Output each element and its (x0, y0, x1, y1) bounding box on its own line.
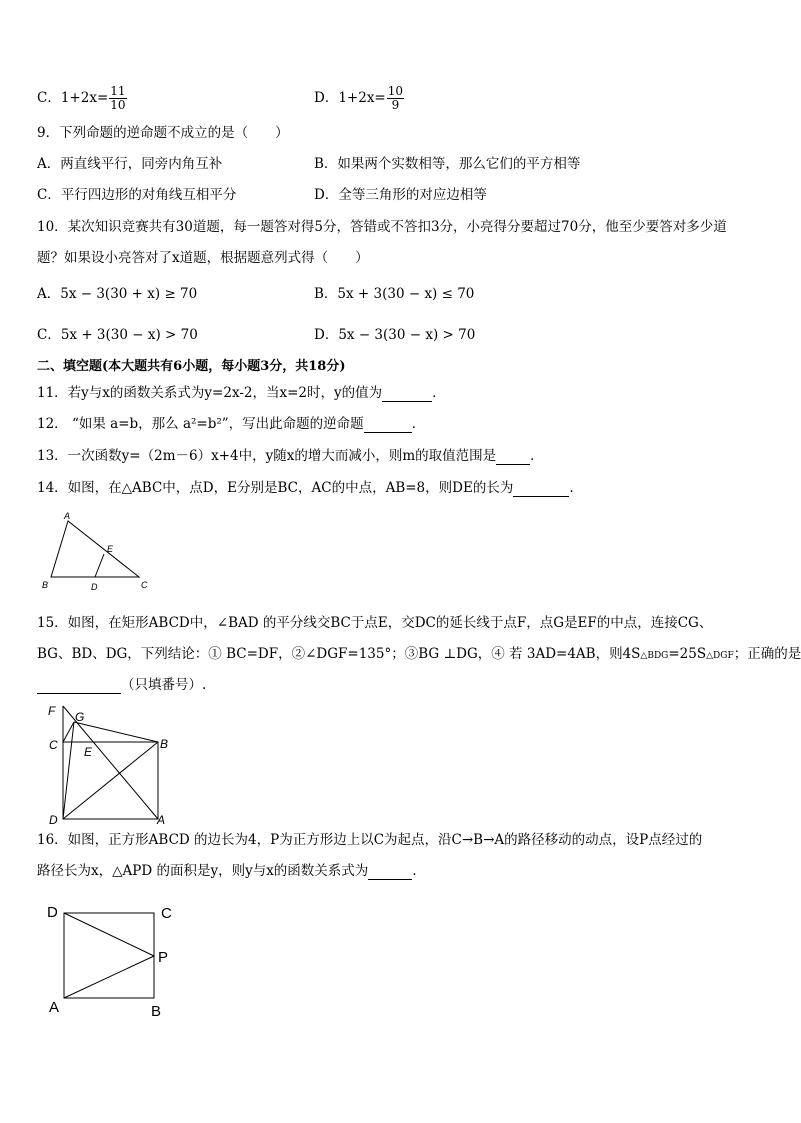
label-b: B (151, 1003, 162, 1020)
q16-end: ． (412, 863, 426, 879)
q13-text: 13．一次函数y=（2m－6）x+4中，y随x的增大而减小，则m的取值范围是 (37, 448, 497, 464)
fraction (109, 85, 126, 112)
label-e: E (84, 745, 93, 759)
q16-text: 路径长为x，△APD 的面积是y，则y与x的函数关系式为 (37, 863, 369, 879)
label-a: A (64, 511, 71, 521)
label-p: P (158, 949, 169, 966)
q12-text: 12． “如果 a=b，那么 a²=b²”，写出此命题的逆命题 (37, 416, 364, 432)
q15-line3 (37, 676, 206, 694)
section-heading: 二、填空题(本大题共有6小题，每小题3分，共18分) (37, 359, 346, 374)
label-d: D (91, 582, 98, 592)
q14 (37, 479, 574, 497)
q10-option-a: A．5x − 3(30 + x) ≥ 70 (37, 286, 198, 302)
q10-stem-line1: 10．某次知识竞赛共有30道题，每一题答对得5分，答错或不答扣3分，小亮得分要超过70分，他至少要答对多少道 (37, 219, 727, 235)
figure-square-abcd (40, 898, 190, 1028)
answer-blank[interactable] (513, 482, 569, 497)
label-d: D (47, 904, 58, 921)
label-e: E (107, 544, 114, 554)
equation-text: 1+2x= (338, 90, 386, 106)
q16-line2 (37, 862, 426, 880)
q8-option-c (37, 85, 127, 112)
answer-blank[interactable] (382, 387, 432, 402)
label-g: G (75, 710, 85, 724)
q12 (37, 415, 425, 433)
answer-blank[interactable] (37, 679, 121, 694)
q11 (37, 384, 446, 402)
q15-line1: 15．如图，在矩形ABCD中，∠BAD 的平分线交BC于点E，交DC的延长线于点F，点G是EF的中点，连接CG、 (37, 615, 713, 631)
q15-line2 (37, 645, 801, 665)
label-c: C (49, 738, 58, 752)
figure-triangle-abc (36, 510, 166, 595)
denominator: 9 (391, 98, 400, 112)
equation-text: 1+2x= (60, 90, 109, 106)
label-c: C (141, 580, 148, 590)
label-b: B (160, 737, 169, 751)
q9-stem: 9．下列命题的逆命题不成立的是（ ） (37, 125, 289, 141)
q15-text: ；正确的是 (733, 646, 801, 662)
q13-end: ． (530, 448, 544, 464)
q10-option-b: B．5x + 3(30 − x) ≤ 70 (314, 286, 475, 302)
numerator: 10 (387, 84, 404, 98)
answer-blank[interactable] (364, 418, 412, 433)
subscript: △BDG (640, 651, 669, 661)
q15-text: =25S (668, 646, 707, 662)
q14-end: . (569, 480, 574, 496)
answer-blank[interactable] (368, 865, 412, 880)
q9-option-d: D．全等三角形的对应边相等 (314, 187, 487, 203)
q10-option-d: D．5x − 3(30 − x) > 70 (314, 327, 476, 343)
fraction (387, 85, 404, 112)
q11-end: ． (432, 385, 446, 401)
label-f: F (48, 704, 56, 718)
label-c: C (161, 905, 172, 922)
q10-option-c: C．5x + 3(30 − x) > 70 (37, 327, 198, 343)
numerator: 11 (110, 84, 126, 98)
figure-rectangle-abcd (44, 700, 184, 825)
q14-text: 14．如图，在△ABC中，点D，E分别是BC，AC的中点，AB=8，则DE的长为 (37, 480, 514, 496)
option-label: C． (37, 90, 61, 106)
label-a: A (157, 813, 166, 827)
q15-text: （只填番号）. (121, 677, 207, 693)
subscript: △DGF (706, 651, 734, 661)
option-label: D． (314, 90, 339, 106)
q12-end: ． (411, 416, 426, 432)
q9-option-a: A．两直线平行，同旁内角互补 (37, 156, 223, 172)
label-d: D (49, 813, 58, 827)
denominator: 10 (110, 98, 126, 112)
label-a: A (49, 999, 60, 1016)
answer-blank[interactable] (496, 450, 530, 465)
label-b: B (42, 580, 49, 590)
q9-option-b: B．如果两个实数相等，那么它们的平方相等 (314, 156, 581, 172)
q10-stem-line2: 题？如果设小亮答对了x道题，根据题意列式得（ ） (37, 250, 369, 266)
q8-option-d (314, 85, 404, 112)
q16-line1: 16．如图，正方形ABCD 的边长为4，P为正方形边上以C为起点，沿C→B→A的路径移动的动点，设P点经过的 (37, 832, 703, 848)
q9-option-c: C．平行四边形的对角线互相平分 (37, 187, 237, 203)
q13 (37, 447, 544, 465)
q11-text: 11．若y与x的函数关系式为y=2x-2，当x=2时，y的值为 (37, 385, 383, 401)
q15-text: BG、BD、DG，下列结论：① BC=DF，②∠DGF=135°；③BG ⊥DG，④ 若 3AD=4AB，则4S (37, 646, 641, 662)
